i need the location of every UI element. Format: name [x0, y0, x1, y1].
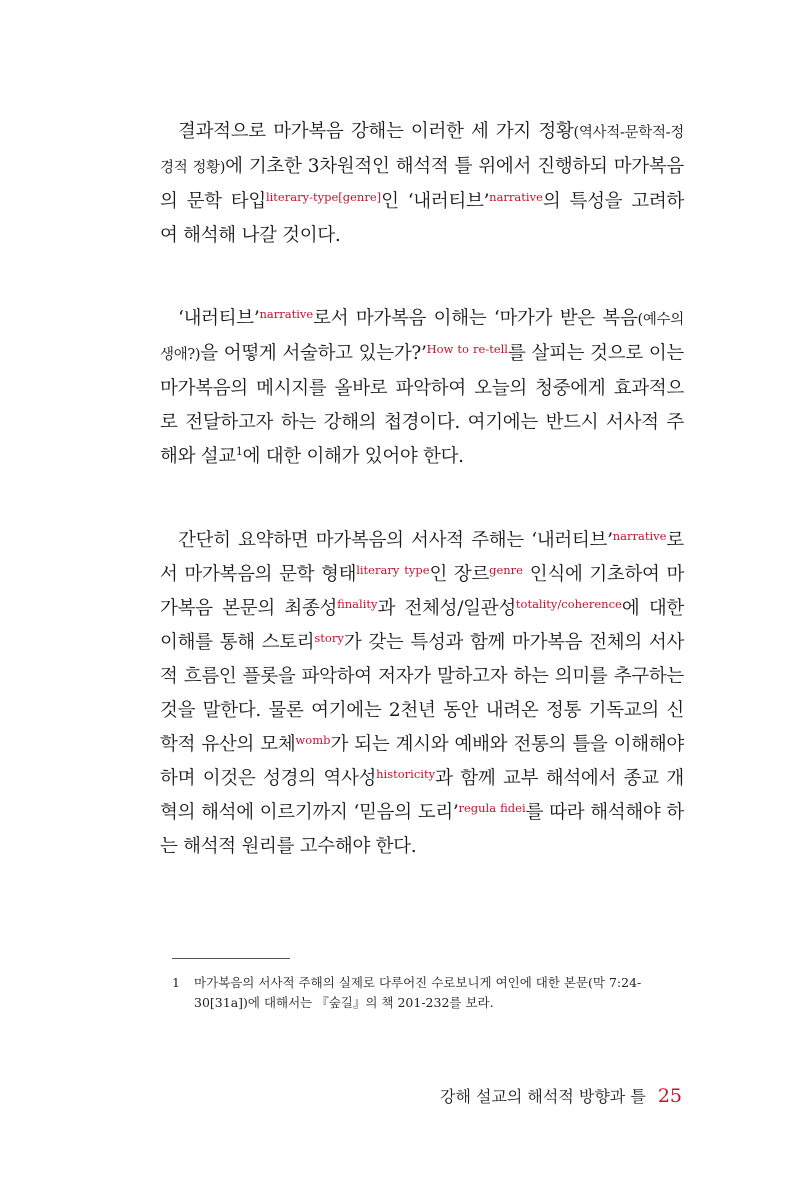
p1-text-4: 의 특성을 고려하여 해석해 나갈 것이다.: [160, 191, 684, 246]
p1-gloss-literary-type: literary-type[genre]: [265, 190, 382, 204]
p3-text-3: 인 장르: [429, 564, 490, 585]
p2-text-5: 에 대한 이해가 있어야 한다.: [242, 446, 464, 467]
footnote-text: 마가복음의 서사적 주해의 실제로 다루어진 수로보니게 여인에 대한 본문(막 7:24-30[31a])에 대해서는 『숲길』의 책 201-232를 보라.: [194, 975, 642, 1010]
p2-gloss-narrative: narrative: [259, 307, 314, 321]
p3-gloss-womb: womb: [295, 733, 331, 747]
p3-text-1: 간단히 요약하면 마가복음의 서사적 주해는 ‘내러티브’: [178, 530, 613, 551]
p2-text-4: 를 살피는 것으로 이는 마가복음의 메시지를 올바로 파악하여 오늘의 청중에게 효과적으로 전달하고자 하는 강해의 첩경이다. 여기에는 반드시 서사적 주해와 설교: [160, 343, 684, 467]
running-title: 강해 설교의 해석적 방향과 틀: [439, 1087, 646, 1106]
p3-text-8: 가 되는 계시와 예배와 전통의 틀을 이해해야 하며 이것은 성경의 역사성: [160, 734, 684, 789]
p3-gloss-historicity: historicity: [376, 767, 436, 781]
p2-text-3: 을 어떻게 서술하고 있는가?’: [200, 343, 427, 364]
p3-gloss-regula-fidei: regula fidei: [458, 801, 526, 815]
p1-text-1: 결과적으로 마가복음 강해는 이러한 세 가지 정황: [178, 121, 574, 142]
p3-gloss-narrative: narrative: [612, 529, 667, 543]
p3-text-10: 를 따라 해석해야 하는 해석적 원리를 고수해야 한다.: [160, 802, 685, 857]
footnote-number: 1: [172, 975, 180, 990]
paragraph-3: [160, 524, 684, 864]
p2-parenthetical: (예수의 생애?): [160, 312, 684, 363]
p3-gloss-genre: genre: [489, 563, 523, 577]
footnote: [172, 973, 690, 1013]
p1-gloss-narrative: narrative: [489, 190, 543, 204]
p3-gloss-totality-coherence: totality/coherence: [515, 597, 622, 611]
p1-parenthetical: (역사적-문학적-정경적 정황): [160, 125, 684, 176]
p3-text-5: 과 전체성/일관성: [377, 598, 516, 619]
p3-gloss-literary-type: literary type: [356, 563, 430, 577]
p3-text-7: 가 갖는 특성과 함께 마가복음 전체의 서사적 흐름인 플롯을 파악하여 저자가 말하고자 하는 의미를 추구하는 것을 말한다. 물론 여기에는 2천년 동안 내려온 정통 기독교의 신학적 유산의 모체: [160, 632, 684, 755]
p3-text-4: 인식에 기초하여 마가복음 본문의 최종성: [160, 564, 685, 619]
p3-text-6: 에 대한 이해를 통해 스토리: [160, 598, 684, 653]
p2-text-2: 로서 마가복음 이해는 ‘마가가 받은 복음: [313, 308, 638, 329]
p3-text-9: 과 함께 교부 해석에서 종교 개혁의 해석에 이르기까지 ‘믿음의 도리’: [160, 768, 684, 823]
p1-text-2: 에 기초한 3차원적인 해석적 틀 위에서 진행하되 마가복음의 문학 타입: [160, 156, 685, 212]
footnote-reference[interactable]: 1: [235, 445, 243, 458]
p3-text-2: 로서 마가복음의 문학 형태: [160, 530, 684, 585]
page-number: 25: [657, 1085, 682, 1107]
p2-text-1: ‘내러티브’: [178, 308, 260, 329]
paragraph-1: [160, 115, 684, 253]
p2-gloss-how-to-retell: How to re-tell: [426, 342, 508, 356]
p3-gloss-finality: finality: [337, 597, 378, 611]
page-footer: [440, 1084, 682, 1107]
p3-gloss-story: story: [314, 631, 344, 645]
p1-text-3: 인 ‘내러티브’: [381, 191, 490, 212]
footnote-divider: [172, 958, 290, 959]
paragraph-2: [160, 302, 684, 474]
